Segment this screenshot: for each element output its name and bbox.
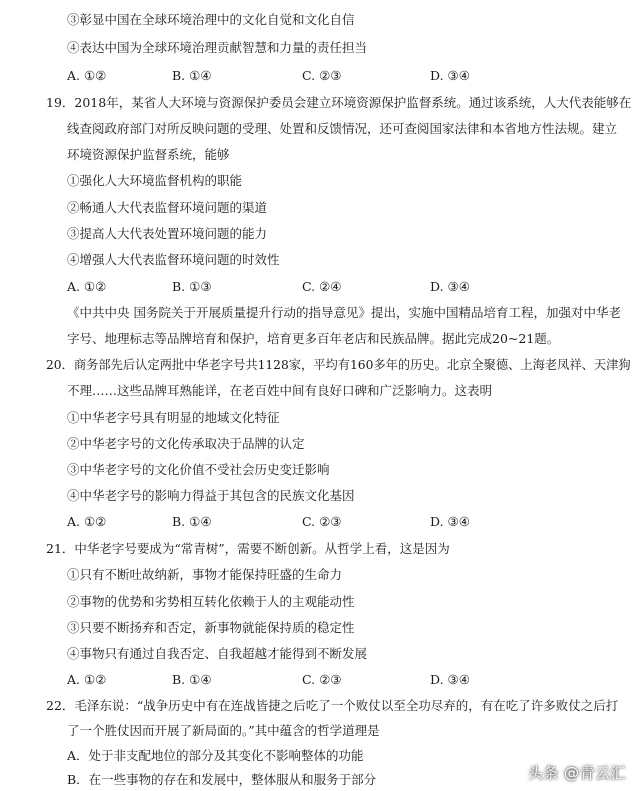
q19-stem-line-1: 19．2018年，某省人大环境与资源保护委员会建立环境资源保护监督系统。通过该系统，人大代表能够在 [46, 95, 632, 110]
q22-option-b[interactable]: B．在一些事物的存在和发展中，整体服从和服务于部分 [67, 772, 377, 787]
top-option-b[interactable]: B. ①④ [172, 68, 212, 83]
top-option-c[interactable]: C. ②③ [302, 68, 342, 83]
q21-option-c[interactable]: C. ②③ [302, 672, 342, 687]
q20-option-d[interactable]: D. ③④ [430, 514, 470, 529]
top-statement-3: ③彰显中国在全球环境治理中的文化自觉和文化自信 [67, 12, 355, 27]
q19-statement-4: ④增强人大代表监督环境问题的时效性 [67, 252, 280, 267]
intro-line-1: 《中共中央 国务院关于开展质量提升行动的指导意见》提出，实施中国精品培育工程，加强对中华老 [67, 305, 621, 320]
q20-option-b[interactable]: B. ①④ [172, 514, 212, 529]
q19-option-c[interactable]: C. ②④ [302, 279, 342, 294]
q20-stem-line-2: 不理……这些品牌耳熟能详，在老百姓中间有良好口碑和广泛影响力。这表明 [67, 383, 493, 398]
watermark-label: 头条 @青云汇 [527, 764, 626, 782]
q20-statement-4: ④中华老字号的影响力得益于其包含的民族文化基因 [67, 488, 355, 503]
q19-statement-1: ①强化人大环境监督机构的职能 [67, 173, 243, 188]
q19-option-a[interactable]: A. ①② [67, 279, 107, 294]
q21-stem-line-1: 21．中华老字号要成为“常青树”，需要不断创新。从哲学上看，这是因为 [46, 541, 450, 556]
intro-line-2: 字号、地理标志等品牌培育和保护，培育更多百年老店和民族品牌。据此完成20~21题。 [67, 331, 560, 346]
q20-statement-1: ①中华老字号具有明显的地域文化特征 [67, 410, 280, 425]
q21-option-d[interactable]: D. ③④ [430, 672, 470, 687]
q19-statement-2: ②畅通人大代表监督环境问题的渠道 [67, 200, 268, 215]
q20-option-a[interactable]: A. ①② [67, 514, 107, 529]
q21-option-a[interactable]: A. ①② [67, 672, 107, 687]
top-option-a[interactable]: A. ①② [67, 68, 107, 83]
q22-stem-line-1: 22．毛泽东说：“战争历史中有在连战皆捷之后吃了一个败仗以至全功尽弃的，有在吃了许多败仗之后打 [46, 698, 619, 713]
q20-statement-2: ②中华老字号的文化传承取决于品牌的认定 [67, 436, 305, 451]
q21-statement-3: ③只要不断扬弃和否定，新事物就能保持质的稳定性 [67, 620, 355, 635]
q19-option-b[interactable]: B. ①③ [172, 279, 212, 294]
top-option-d[interactable]: D. ③④ [430, 68, 470, 83]
q19-option-d[interactable]: D. ③④ [430, 279, 470, 294]
q19-stem-line-2: 线查阅政府部门对所反映问题的受理、处置和反馈情况，还可查阅国家法律和本省地方性法规。建立 [67, 121, 618, 136]
q22-stem-line-2: 了一个胜仗因而开展了新局面的。”其中蕴含的哲学道理是 [67, 723, 380, 738]
q21-statement-1: ①只有不断吐故纳新，事物才能保持旺盛的生命力 [67, 567, 343, 582]
q20-option-c[interactable]: C. ②③ [302, 514, 342, 529]
top-statement-4: ④表达中国为全球环境治理贡献智慧和力量的责任担当 [67, 40, 368, 55]
q22-option-a[interactable]: A．处于非支配地位的部分及其变化不影响整体的功能 [67, 748, 364, 763]
q21-statement-4: ④事物只有通过自我否定、自我超越才能得到不断发展 [67, 646, 368, 661]
q21-option-b[interactable]: B. ①④ [172, 672, 212, 687]
q21-statement-2: ②事物的优势和劣势相互转化依赖于人的主观能动性 [67, 594, 355, 609]
q19-statement-3: ③提高人大代表处置环境问题的能力 [67, 226, 268, 241]
q20-stem-line-1: 20．商务部先后认定两批中华老字号共1128家，平均有160多年的历史。北京全聚德、上海老凤祥、天津狗 [46, 358, 631, 372]
q19-stem-line-3: 环境资源保护监督系统，能够 [67, 147, 230, 162]
q20-statement-3: ③中华老字号的文化价值不受社会历史变迁影响 [67, 462, 330, 477]
